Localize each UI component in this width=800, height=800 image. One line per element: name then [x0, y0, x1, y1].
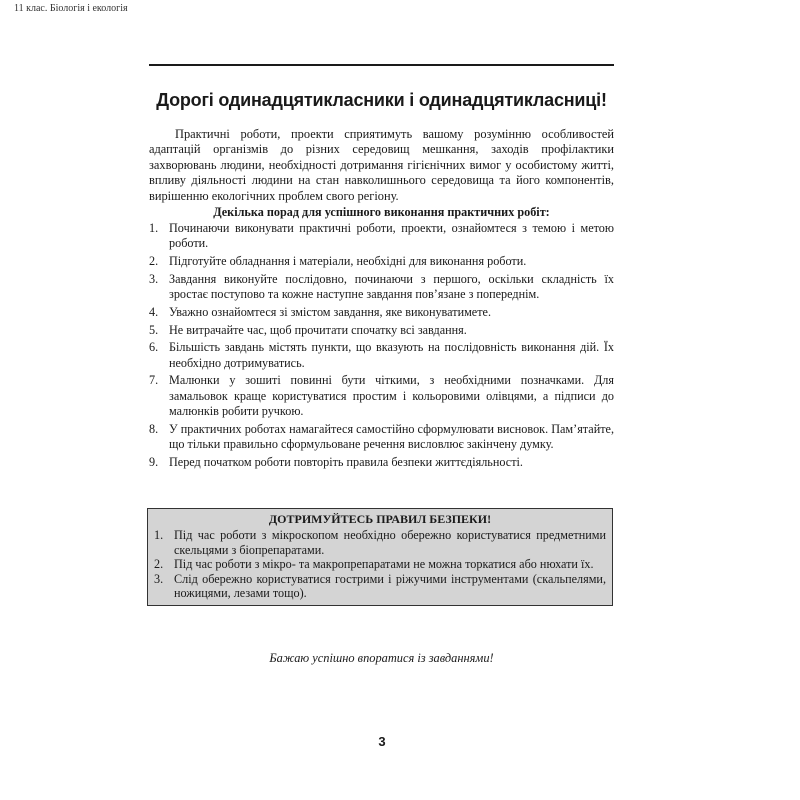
tip-number: 8.	[149, 421, 159, 436]
header-rule	[149, 64, 614, 66]
intro-paragraph: Практичні роботи, проекти сприятимуть вашому розумінню особливостей адаптацій організмів до різних середовищ мешкання, заходів профілактики захворювань людини, необхідності дотримання гігієнічних вимог у особистому житті, впливу діяльності людини на стан навколишнього середовища та його компонентів, вирішенню екологічних проблем свого регіону.	[149, 127, 614, 203]
tip-item	[149, 254, 614, 269]
page-title: Дорогі одинадцятикласники і одинадцятикласниці!	[156, 90, 607, 110]
closing-wish: Бажаю успішно впоратися із завданнями!	[269, 651, 494, 665]
tip-text: Не витрачайте час, щоб прочитати спочатку всі завдання.	[169, 322, 467, 337]
safety-text: Слід обережно користуватися гострими і ріжучими інструментами (скальпелями, ножицями, лезами тощо).	[174, 571, 606, 601]
tip-number: 9.	[149, 455, 159, 470]
safety-number: 2.	[154, 557, 164, 572]
tip-text: Завдання виконуйте послідовно, починаючи з першого, оскільки складність їх зростає поступово та кожне наступне завдання пов’язане з попереднім.	[169, 271, 614, 302]
tip-item	[149, 455, 614, 470]
safety-number: 3.	[154, 571, 164, 586]
safety-title: ДОТРИМУЙТЕСЬ ПРАВИЛ БЕЗПЕКИ!	[268, 512, 492, 526]
safety-number: 1.	[154, 528, 164, 542]
tip-text: Більшість завдань містять пункти, що вказують на послідовність виконання дій. Їх необхідно дотримуватись.	[169, 340, 614, 370]
safety-item	[154, 572, 606, 601]
tip-number: 7.	[149, 373, 159, 388]
running-header: 11 клас. Біологія і екологія	[14, 3, 128, 14]
tip-item	[149, 221, 614, 252]
tip-number: 3.	[149, 271, 159, 286]
tip-item	[149, 373, 614, 419]
tip-text: Уважно ознайомтеся зі змістом завдання, яке виконуватимете.	[169, 304, 491, 319]
tip-number: 1.	[149, 221, 159, 235]
tip-text: У практичних роботах намагайтеся самостійно сформулювати висновок. Пам’ятайте, що тільки правильно сформульоване речення висловлює закінчену думку.	[169, 421, 614, 452]
safety-item	[154, 557, 606, 572]
tip-text: Починаючи виконувати практичні роботи, проекти, ознайомтеся з темою і метою роботи.	[169, 221, 614, 251]
tip-item	[149, 305, 614, 320]
safety-box	[147, 508, 613, 606]
tip-number: 6.	[149, 340, 159, 355]
safety-item	[154, 528, 606, 557]
tip-number: 5.	[149, 322, 159, 337]
safety-text: Під час роботи з мікро- та макропрепаратами не можна торкатися або нюхати їх.	[174, 557, 594, 572]
safety-text: Під час роботи з мікроскопом необхідно обережно користуватися предметними скельцями з біопрепаратами.	[174, 528, 606, 557]
tip-item	[149, 323, 614, 338]
tip-number: 2.	[149, 254, 159, 269]
tips-heading: Декілька порад для успішного виконання практичних робіт:	[213, 205, 550, 219]
tip-item	[149, 422, 614, 453]
tip-text: Підготуйте обладнання і матеріали, необхідні для виконання роботи.	[169, 254, 527, 269]
tip-text: Перед початком роботи повторіть правила безпеки життєдіяльності.	[169, 455, 523, 470]
page-number: 3	[378, 734, 386, 749]
safety-list	[154, 528, 606, 601]
tip-number: 4.	[149, 304, 159, 319]
tip-item	[149, 340, 614, 371]
tips-list	[149, 221, 614, 473]
tip-item	[149, 272, 614, 303]
tip-text: Малюнки у зошиті повинні бути чіткими, з необхідними позначками. Для замальовок краще користуватися простим і кольоровими олівцями, а підписи до малюнків робити ручкою.	[169, 373, 614, 419]
